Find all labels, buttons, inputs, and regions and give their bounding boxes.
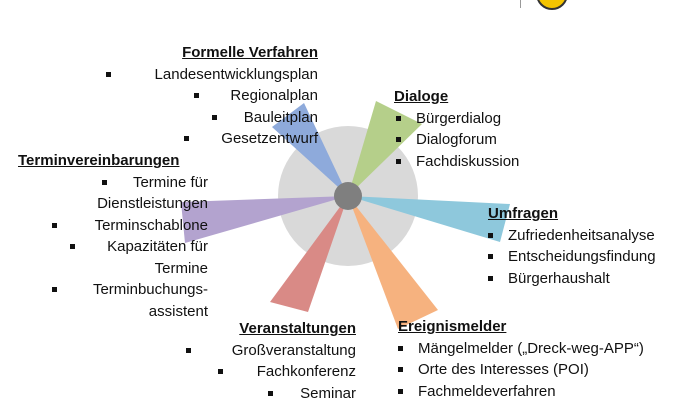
- group-title: Formelle Verfahren: [100, 42, 318, 64]
- list-item: Terminschablone: [18, 215, 208, 237]
- group-title: Veranstaltungen: [180, 318, 356, 340]
- bullet-icon: [396, 159, 401, 164]
- bullet-icon: [396, 137, 401, 142]
- list-item: Seminar: [180, 383, 356, 404]
- bullet-icon: [52, 287, 57, 292]
- bullet-icon: [488, 254, 493, 259]
- list-item: Fachdiskussion: [394, 151, 574, 173]
- group-dialoge: [394, 86, 574, 172]
- group-title: Ereignismelder: [398, 316, 696, 338]
- group-veranstaltungen: [180, 318, 356, 404]
- bullet-icon: [70, 244, 75, 249]
- header-divider: [520, 0, 521, 8]
- bullet-icon: [398, 346, 403, 351]
- bullet-icon: [396, 116, 401, 121]
- list-item: Landesentwicklungsplan: [100, 64, 318, 86]
- list-item: Großveranstaltung: [180, 340, 356, 362]
- bullet-icon: [218, 369, 223, 374]
- list-item: Zufriedenheitsanalyse: [486, 225, 696, 247]
- group-terminvereinbarungen: [18, 150, 208, 322]
- hub-circle: [334, 182, 362, 210]
- list-item: Gesetzentwurf: [100, 128, 318, 150]
- list-item: Bürgerhaushalt: [486, 268, 696, 290]
- list-item: Dialogforum: [394, 129, 574, 151]
- group-title: Dialoge: [394, 86, 574, 108]
- bullet-icon: [398, 367, 403, 372]
- bullet-icon: [106, 72, 111, 77]
- bullet-icon: [194, 93, 199, 98]
- list-item: Mängelmelder („Dreck-weg-APP“): [396, 338, 696, 360]
- list-item: Kapazitäten für Termine: [18, 236, 208, 279]
- list-item: Fachkonferenz: [180, 361, 356, 383]
- list-item: Orte des Interesses (POI): [396, 359, 696, 381]
- group-formelle-verfahren: [100, 42, 318, 150]
- bullet-icon: [184, 136, 189, 141]
- list-item: Bauleitplan: [100, 107, 318, 129]
- list-item: Terminbuchungs-assistent: [18, 279, 208, 322]
- list-item: Fachmeldeverfahren: [396, 381, 696, 403]
- bullet-icon: [268, 391, 273, 396]
- bullet-icon: [212, 115, 217, 120]
- group-title: Umfragen: [488, 203, 696, 225]
- group-umfragen: [486, 203, 696, 289]
- group-title: Terminvereinbarungen: [18, 150, 208, 172]
- list-item: Termine für Dienstleistungen: [18, 172, 208, 215]
- list-item: Regionalplan: [100, 85, 318, 107]
- bullet-icon: [398, 389, 403, 394]
- bullet-icon: [186, 348, 191, 353]
- list-item: Bürgerdialog: [394, 108, 574, 130]
- group-ereignismelder: [396, 316, 696, 402]
- bullet-icon: [102, 180, 107, 185]
- bullet-icon: [52, 223, 57, 228]
- list-item: Entscheidungsfindung: [486, 246, 696, 268]
- bullet-icon: [488, 276, 493, 281]
- bullet-icon: [488, 233, 493, 238]
